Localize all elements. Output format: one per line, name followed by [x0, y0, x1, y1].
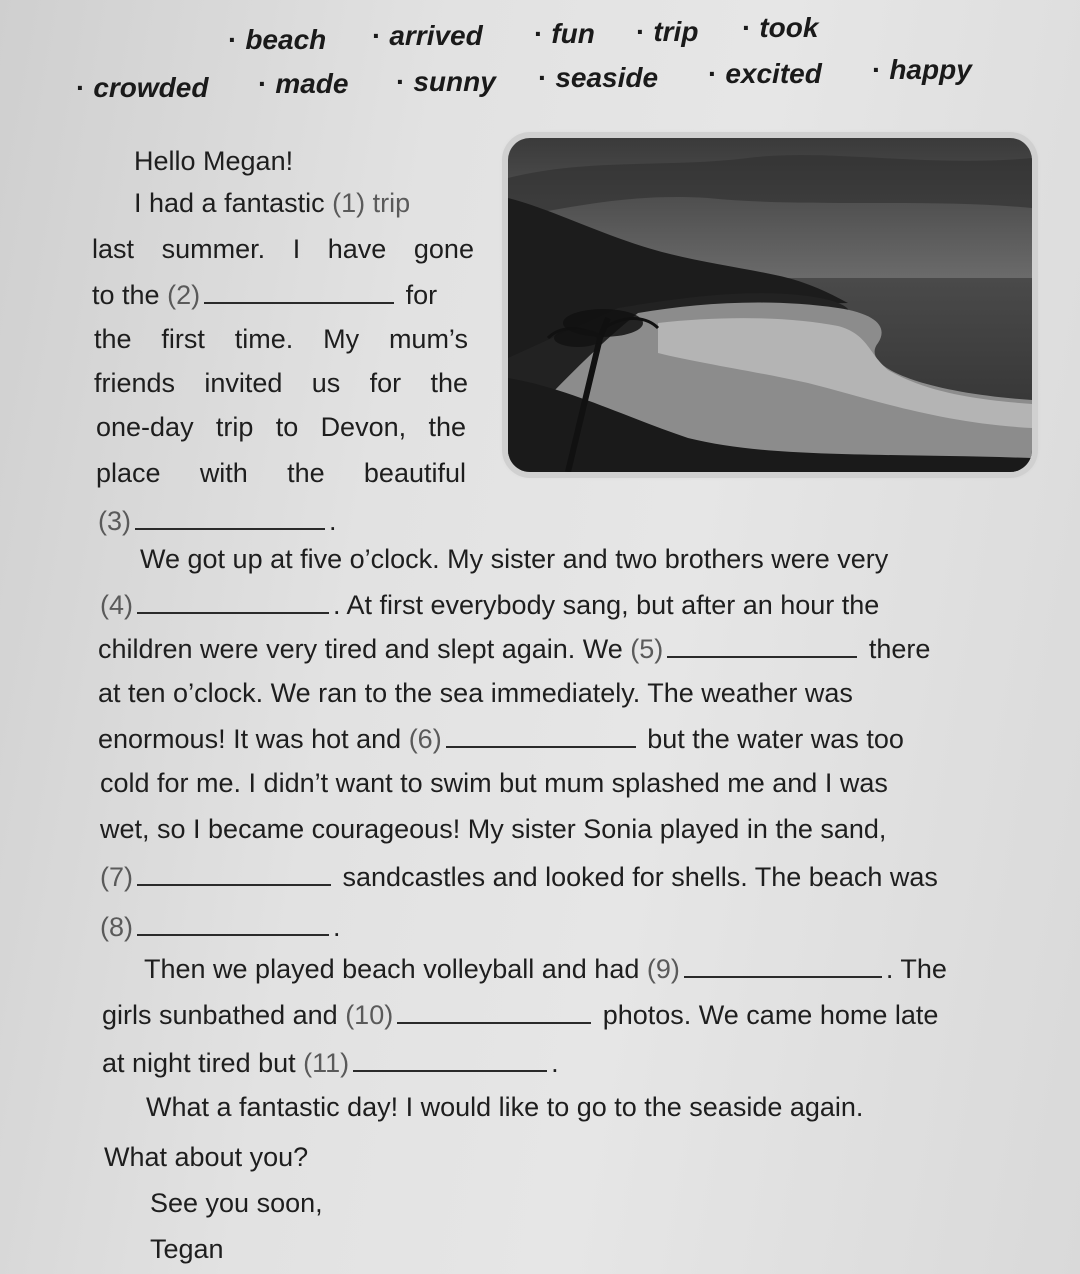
word-bank-item: · arrived: [372, 20, 483, 51]
letter-line: We got up at five o’clock. My sister and two brothers were very: [140, 544, 889, 574]
blank-6[interactable]: [446, 724, 636, 748]
beach-photo-icon: [508, 138, 1032, 472]
letter-line: Then we played beach volleyball and had (9) . The: [144, 954, 947, 984]
blank-10[interactable]: [397, 1000, 591, 1024]
blank-11[interactable]: [353, 1048, 547, 1072]
word-bank-item: · took: [742, 12, 819, 43]
letter-line: What a fantastic day! I would like to go to the seaside again.: [146, 1092, 864, 1122]
letter-line: friends invited us for the: [94, 368, 468, 398]
greeting: Hello Megan!: [134, 146, 294, 176]
letter-line: (8) .: [100, 912, 341, 942]
letter-line: wet, so I became courageous! My sister Sonia played in the sand,: [100, 814, 887, 844]
word-bank-item: · seaside: [538, 62, 659, 93]
letter-line: enormous! It was hot and (6) but the water was too: [98, 724, 904, 754]
blank-9[interactable]: [684, 954, 882, 978]
closing: See you soon,: [150, 1188, 323, 1218]
blank-8[interactable]: [137, 912, 329, 936]
letter-line: at ten o’clock. We ran to the sea immediately. The weather was: [98, 678, 853, 708]
letter-line: girls sunbathed and (10) photos. We came home late: [102, 1000, 939, 1030]
letter-line: (4) . At first everybody sang, but after an hour the: [100, 590, 880, 620]
letter-line: cold for me. I didn’t want to swim but mum splashed me and I was: [100, 768, 888, 798]
blank-4[interactable]: [137, 590, 329, 614]
letter-line: one-day trip to Devon, the: [96, 412, 466, 442]
letter-line: children were very tired and slept again. We (5) there: [98, 634, 931, 664]
answer-1: trip: [372, 188, 411, 218]
word-bank-item: · excited: [708, 58, 822, 89]
blank-7[interactable]: [137, 862, 331, 886]
beach-photo: [508, 138, 1032, 472]
blank-5[interactable]: [667, 634, 857, 658]
word-bank-item: · trip: [636, 16, 699, 47]
letter-line: (7) sandcastles and looked for shells. The beach was: [100, 862, 938, 892]
letter-line: at night tired but (11) .: [102, 1048, 559, 1078]
letter-line: place with the beautiful: [96, 458, 466, 488]
letter-line: last summer. I have gone: [92, 234, 474, 264]
word-bank-item: · beach: [228, 24, 327, 55]
word-bank-item: · sunny: [396, 66, 496, 97]
letter-line: I had a fantastic (1) trip: [134, 188, 411, 218]
letter-line: to the (2) for: [92, 280, 438, 310]
letter-line: (3) .: [98, 506, 337, 536]
word-bank-item: · happy: [872, 54, 972, 85]
blank-2[interactable]: [204, 280, 394, 304]
letter-line: What about you?: [104, 1142, 309, 1172]
letter-line: the first time. My mum’s: [94, 324, 468, 354]
word-bank-item: · made: [258, 68, 349, 99]
blank-3[interactable]: [135, 506, 325, 530]
signature: Tegan: [150, 1234, 224, 1264]
word-bank-item: · crowded: [76, 72, 209, 103]
word-bank-item: · fun: [534, 18, 595, 49]
